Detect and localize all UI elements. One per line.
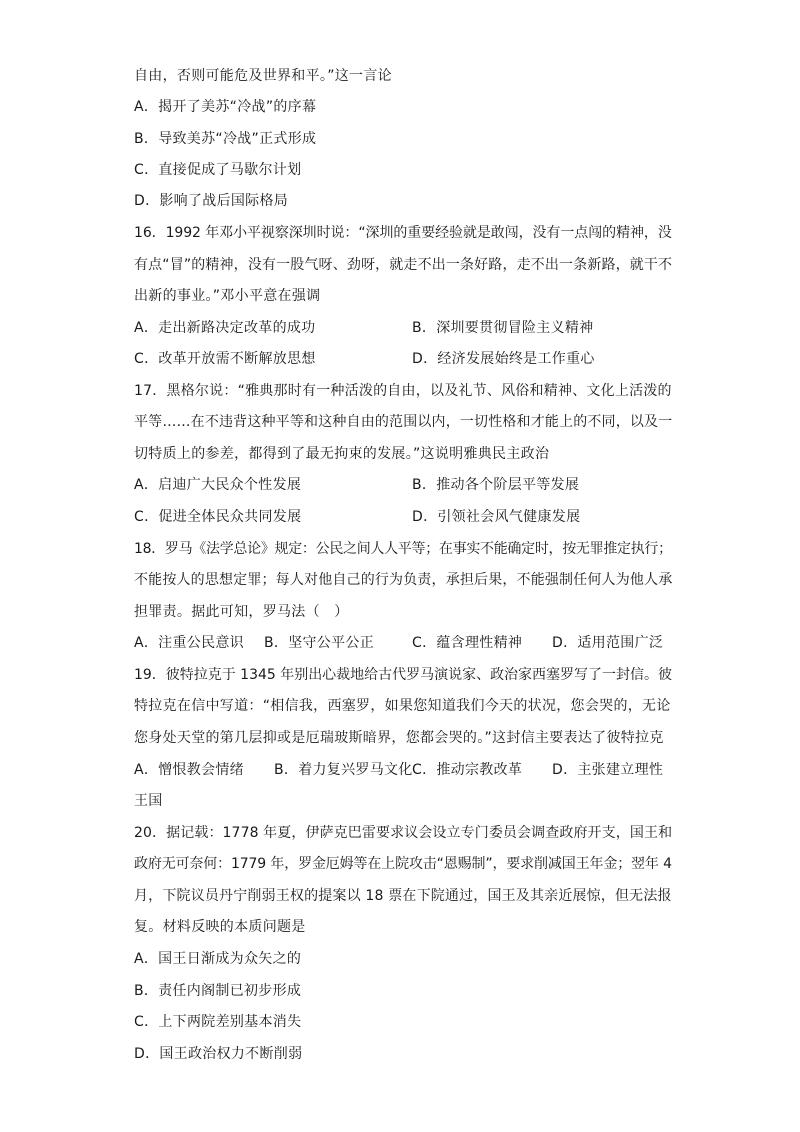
q15-option-b: B．导致美苏“冷战”正式形成 (134, 131, 317, 147)
q16-stem-line-2: 有点“冒”的精神，没有一股气呀、劲呀，就走不出一条好路，走不出一条新路，就干不 (134, 257, 673, 273)
q20-stem-line-4: 复。材料反映的本质问题是 (134, 919, 306, 935)
q15-stem-tail: 自由，否则可能危及世界和平。”这一言论 (134, 68, 392, 84)
q16-option-d: D．经济发展始终是工作重心 (412, 351, 595, 367)
q19-stem-line-1: 19．彼特拉克于 1345 年别出心裁地给古代罗马演说家、政治家西塞罗写了一封信。彼 (134, 667, 672, 683)
q19-option-d: D．主张建立理性 (552, 762, 664, 778)
q17-stem-line-1: 17．黑格尔说：“雅典那时有一种活泼的自由，以及礼节、风俗和精神、文化上活泼的 (134, 383, 672, 399)
q20-stem-line-2: 政府无可奈何：1779 年，罗金厄姆等在上院攻击“恩赐制”，要求削减国王年金；翌年 4 (134, 856, 672, 872)
q19-option-c: C．推动宗教改革 (412, 762, 523, 778)
q19-stem-line-3: 您身处天堂的第几层抑或是厄瑞玻斯暗界，您都会哭的。”这封信主要表达了彼特拉克 (134, 730, 664, 746)
q17-option-b: B．推动各个阶层平等发展 (412, 477, 580, 493)
q19-option-d-wrap: 王国 (134, 793, 163, 809)
q18-option-c: C．蕴含理性精神 (412, 635, 523, 651)
q15-option-d: D．影响了战后国际格局 (134, 193, 289, 209)
q19-option-a: A．憎恨教会情绪 (134, 762, 244, 778)
q18-stem-line-2: 不能按人的思想定罪；每人对他自己的行为负责，承担后果，不能强制任何人为他人承 (134, 572, 673, 588)
q17-option-d: D．引领社会风气健康发展 (412, 509, 581, 525)
q19-stem-line-2: 特拉克在信中写道：“相信我，西塞罗，如果您知道我们今天的状况，您会哭的，无论 (134, 698, 671, 714)
q15-option-a: A．揭开了美苏“冷战”的序幕 (134, 99, 317, 115)
q15-option-c: C．直接促成了马歇尔计划 (134, 162, 302, 178)
q16-stem-line-3: 出新的事业。”邓小平意在强调 (134, 288, 321, 304)
q20-option-d: D．国王政治权力不断削弱 (134, 1046, 303, 1062)
q17-stem-line-3: 切特质上的参差，都得到了最无拘束的发展。”这说明雅典民主政治 (134, 446, 550, 462)
q20-option-b: B．责任内阁制已初步形成 (134, 983, 302, 999)
q20-stem-line-3: 月，下院议员丹宁削弱王权的提案以 18 票在下院通过，国王及其亲近展惊，但无法报 (134, 888, 672, 904)
q16-option-c: C．改革开放需不断解放思想 (134, 351, 316, 367)
q18-option-b: B．坚守公平公正 (264, 635, 375, 651)
q17-option-a: A．启迪广大民众个性发展 (134, 477, 302, 493)
q20-option-a: A．国王日渐成为众矢之的 (134, 951, 302, 967)
q16-option-b: B．深圳要贯彻冒险主义精神 (412, 320, 594, 336)
q16-stem-line-1: 16．1992 年邓小平视察深圳时说：“深圳的重要经验就是敢闯，没有一点闯的精神，没 (134, 225, 672, 241)
q20-stem-line-1: 20．据记载：1778 年夏，伊萨克巴雷要求议会设立专门委员会调查政府开支，国王和 (134, 825, 673, 841)
q18-stem-line-3: 担罪责。据此可知，罗马法（ ） (134, 604, 349, 620)
q18-option-a: A．注重公民意识 (134, 635, 244, 651)
q18-stem-line-1: 18．罗马《法学总论》规定：公民之间人人平等；在事实不能确定时，按无罪推定执行； (134, 541, 672, 557)
q16-option-a: A．走出新路决定改革的成功 (134, 320, 316, 336)
q17-stem-line-2: 平等……在不违背这种平等和这种自由的范围以内，一切性格和才能上的不同，以及一 (134, 414, 673, 430)
q20-option-c: C．上下两院差别基本消失 (134, 1014, 302, 1030)
q18-option-d: D．适用范围广泛 (552, 635, 664, 651)
q17-option-c: C．促进全体民众共同发展 (134, 509, 302, 525)
q19-option-b: B．着力复兴罗马文化 (274, 762, 413, 778)
